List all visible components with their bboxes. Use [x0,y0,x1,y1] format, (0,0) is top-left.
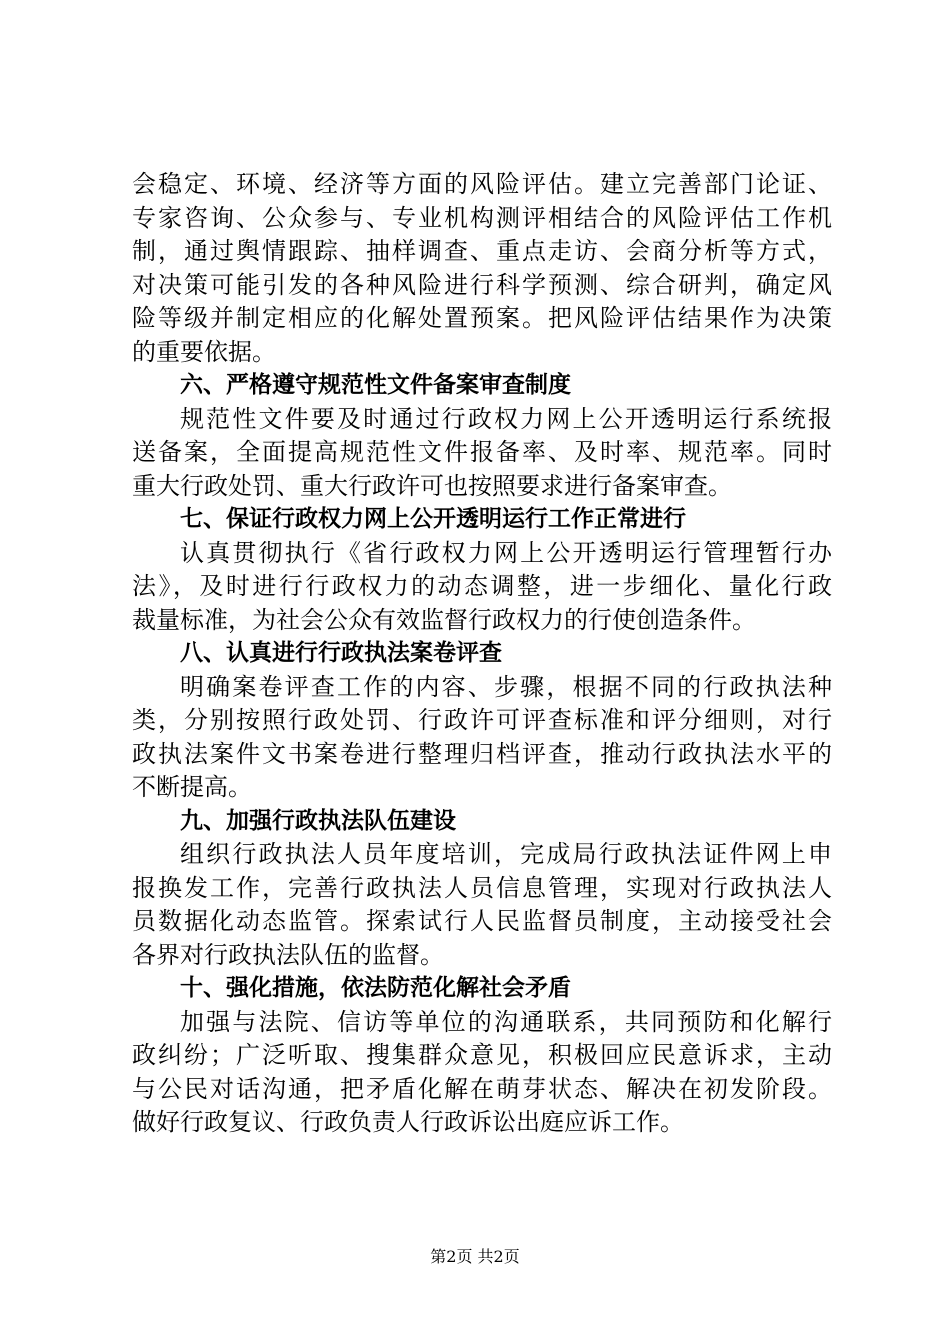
text-line: 规范性文件要及时通过行政权力网上公开透明运行系统报 [180,404,832,433]
text-line: 员数据化动态监管。探索试行人民监督员制度，主动接受社会 [132,907,832,935]
paragraph-section-8 [132,671,832,805]
page-footer: 第2页 共2页 [430,1247,520,1266]
text-line: 裁量标准，为社会公众有效监督行政权力的行使创造条件。 [132,605,756,634]
document-body [132,168,832,1140]
text-line: 做好行政复议、行政负责人行政诉讼出庭应诉工作。 [132,1108,684,1136]
text-line: 专家咨询、公众参与、专业机构测评相结合的风险评估工作机 [132,203,832,232]
section-heading-6: 六、严格遵守规范性文件备案审查制度 [180,372,571,398]
text-line: 法》，及时进行行政权力的动态调整，进一步细化、量化行政 [132,572,832,600]
section-heading-10: 十、强化措施，依法防范化解社会矛盾 [180,975,571,1001]
text-line: 报换发工作，完善行政执法人员信息管理，实现对行政执法人 [132,873,832,902]
paragraph-risk-assessment [132,168,832,369]
text-line: 各界对行政执法队伍的监督。 [132,940,444,969]
paragraph-section-10 [132,1006,832,1140]
text-line: 重大行政处罚、重大行政许可也按照要求进行备案审查。 [132,471,732,500]
section-heading-8: 八、认真进行行政执法案卷评查 [180,640,502,666]
text-line: 组织行政执法人员年度培训，完成局行政执法证件网上申 [180,840,832,868]
text-line: 对决策可能引发的各种风险进行科学预测、综合研判，确定风 [132,270,832,299]
text-line: 的重要依据。 [132,337,276,366]
section-heading-7: 七、保证行政权力网上公开透明运行工作正常进行 [180,506,686,532]
text-line: 不断提高。 [132,773,252,801]
section-heading-9: 九、加强行政执法队伍建设 [180,807,456,834]
paragraph-section-9 [132,838,832,972]
paragraph-section-7 [132,537,832,638]
text-line: 加强与法院、信访等单位的沟通联系，共同预防和化解行 [180,1007,832,1036]
text-line: 与公民对话沟通，把矛盾化解在萌芽状态、解决在初发阶段。 [132,1074,832,1103]
text-line: 认真贯彻执行《省行政权力网上公开透明运行管理暂行办 [180,538,832,567]
text-line: 制，通过舆情跟踪、抽样调查、重点走访、会商分析等方式， [132,237,832,265]
text-line: 类，分别按照行政处罚、行政许可评查标准和评分细则，对行 [132,706,832,734]
text-line: 会稳定、环境、经济等方面的风险评估。建立完善部门论证、 [132,170,832,198]
text-line: 送备案，全面提高规范性文件报备率、及时率、规范率。同时 [132,438,832,466]
text-line: 险等级并制定相应的化解处置预案。把风险评估结果作为决策 [132,304,832,332]
text-line: 政纠纷；广泛听取、搜集群众意见，积极回应民意诉求，主动 [132,1041,832,1069]
text-line: 政执法案件文书案卷进行整理归档评查，推动行政执法水平的 [132,739,832,768]
text-line: 明确案卷评查工作的内容、步骤，根据不同的行政执法种 [180,672,832,701]
paragraph-section-6 [132,403,832,504]
